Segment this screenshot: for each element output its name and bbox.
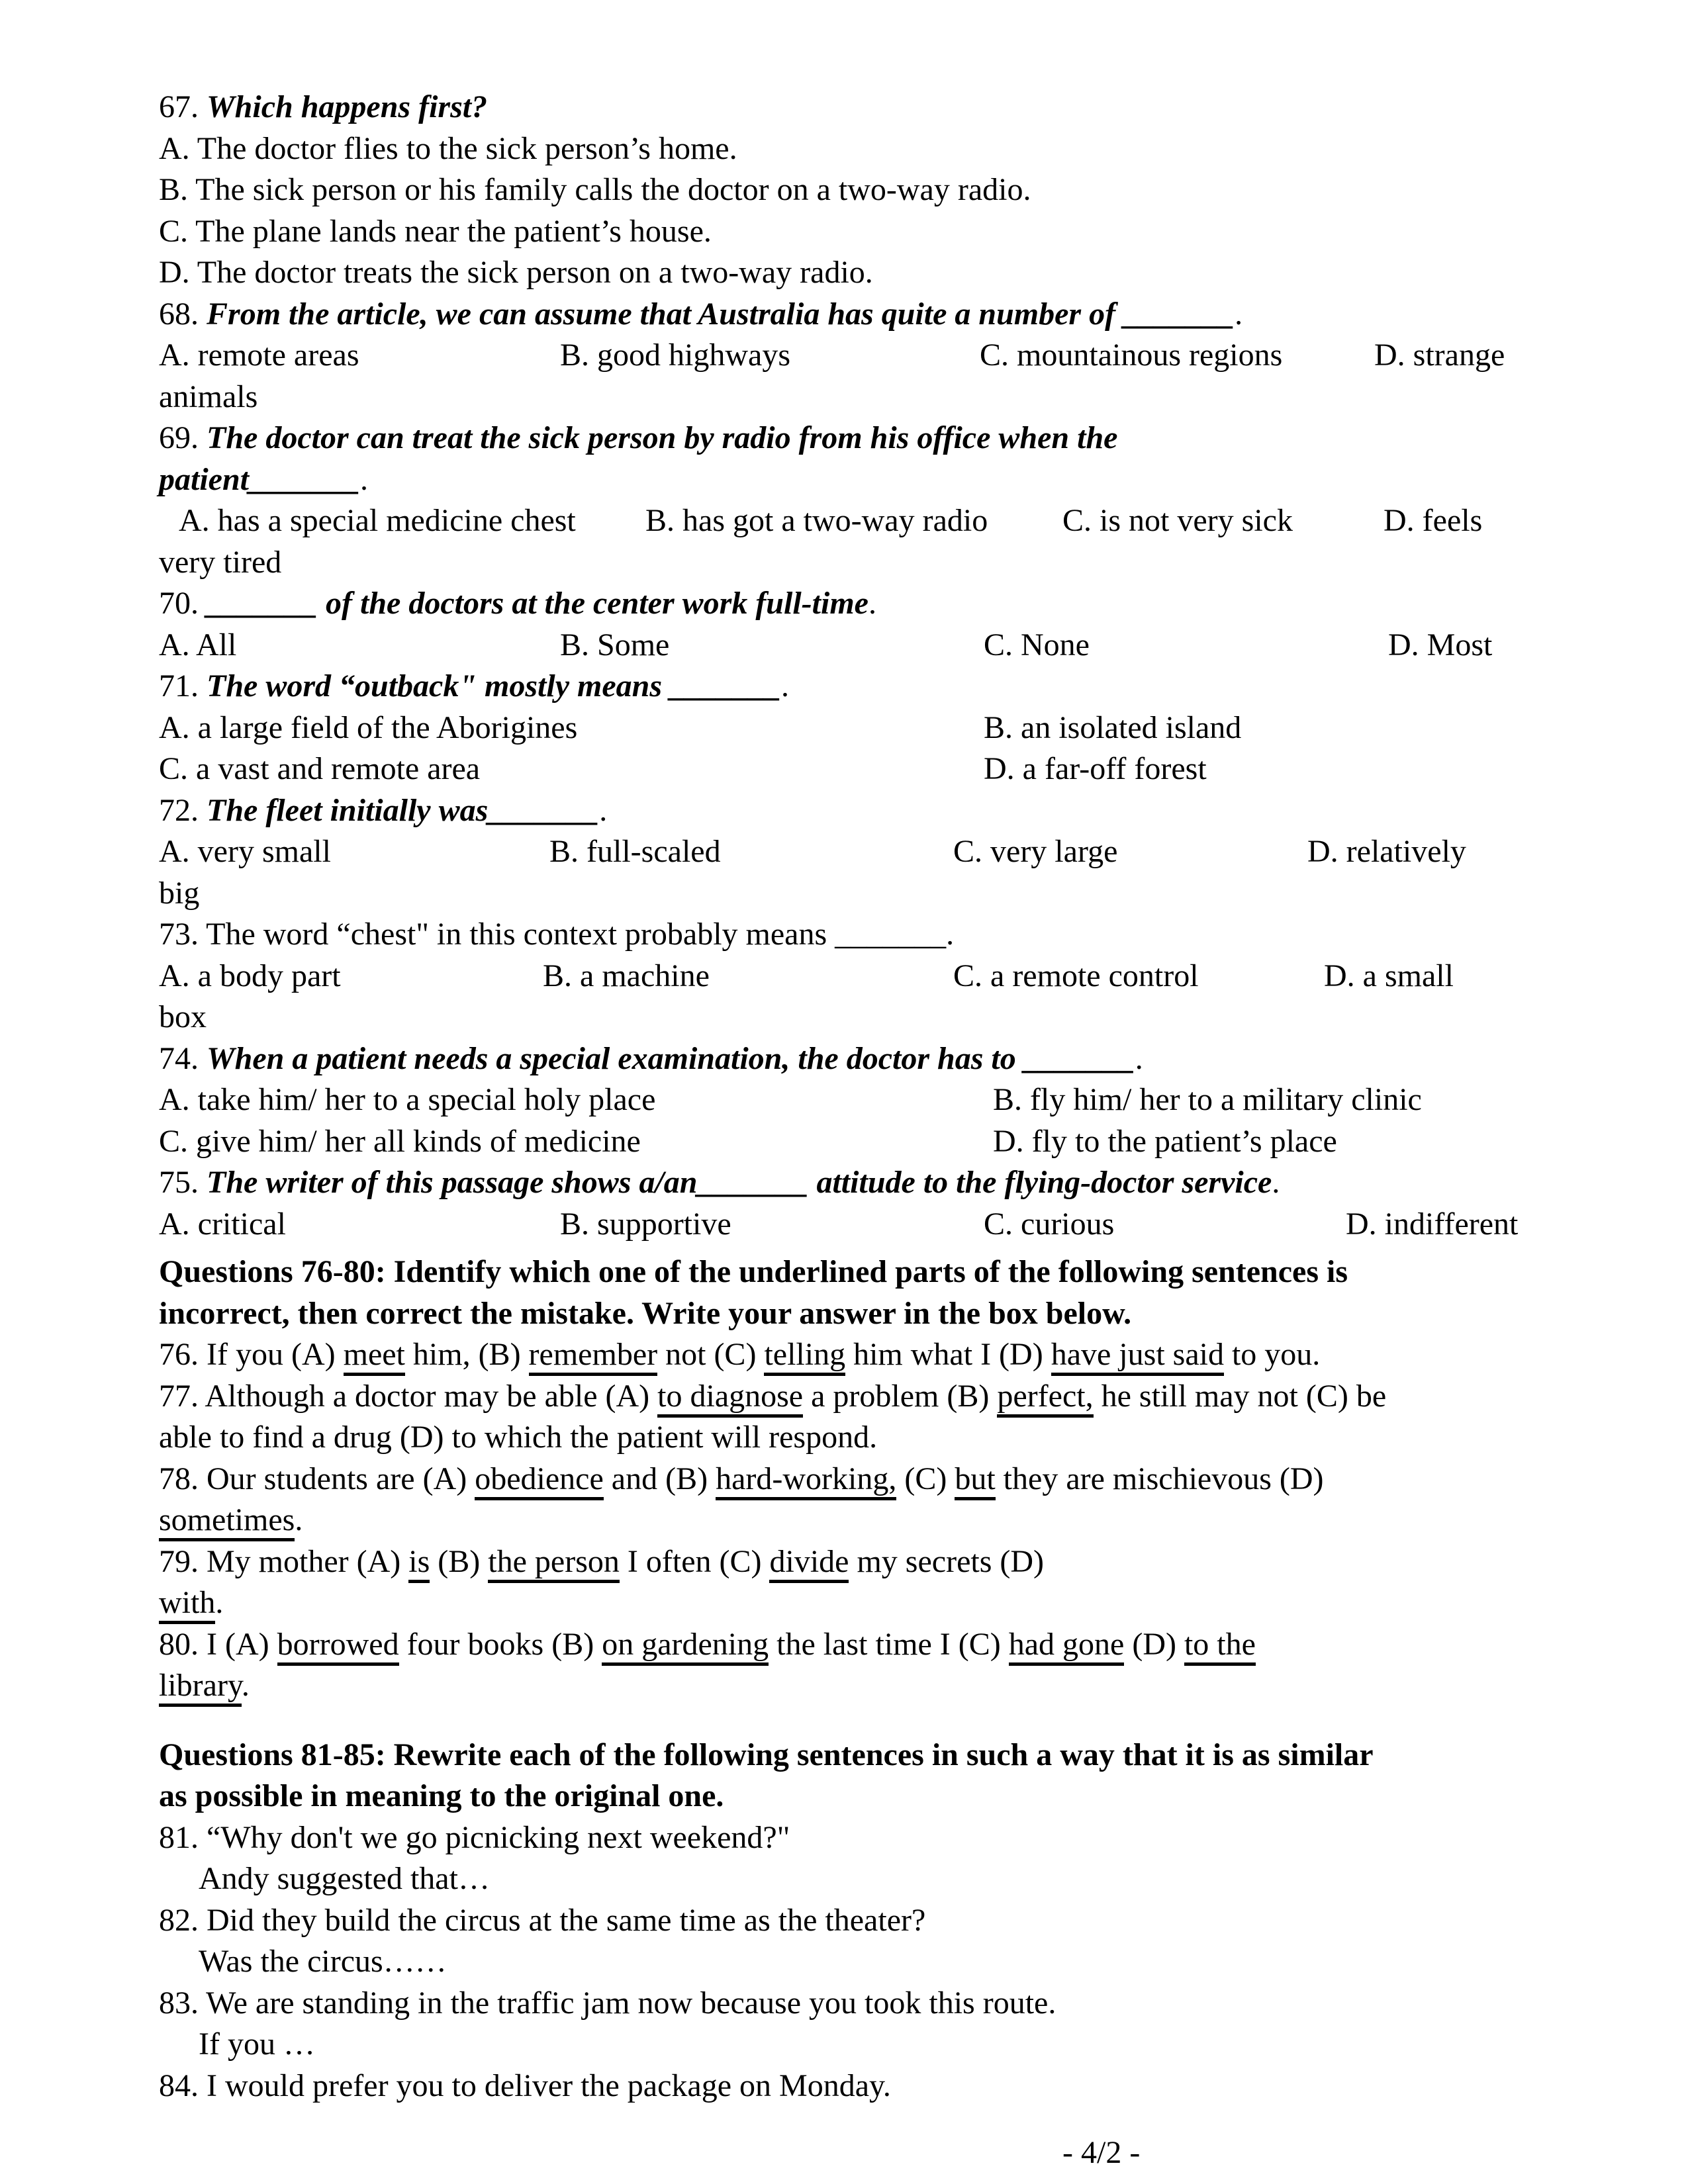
text-segment: The word “outback" mostly means _______ (207, 668, 782, 704)
text-segment: have just said (1051, 1337, 1224, 1376)
text-segment: box (159, 999, 207, 1034)
text-segment: Andy suggested that… (199, 1861, 490, 1896)
section-76-80-header-line1 (159, 1251, 1536, 1293)
text-segment: obedience (475, 1461, 604, 1500)
text-segment: patient_______ (159, 461, 361, 497)
q67-stem (159, 87, 1536, 128)
text-segment: . (215, 1585, 224, 1620)
q71-options-row-cd (159, 749, 1536, 790)
answer-option: A. critical (159, 1206, 286, 1242)
q69-options-row (159, 500, 1536, 542)
q83-rewrite-prompt (159, 2024, 1536, 2066)
text-segment: 69. (159, 420, 207, 455)
text-segment: . (1235, 296, 1243, 332)
q78-sentence-line1 (159, 1459, 1536, 1500)
q81-rewrite-prompt (159, 1858, 1536, 1900)
q82-sentence (159, 1900, 1536, 1942)
text-segment: 82. Did they build the circus at the same time as the theater? (159, 1902, 926, 1938)
q70-options-row (159, 625, 1536, 666)
text-segment: hard-working, (716, 1461, 896, 1500)
answer-option: D. fly to the patient’s place (993, 1123, 1337, 1159)
answer-option: C. a remote control (953, 958, 1199, 993)
text-segment: he still may not (C) be (1093, 1378, 1387, 1414)
text-segment: very tired (159, 544, 282, 580)
text-segment: . (868, 586, 876, 621)
text-segment: to you. (1223, 1337, 1321, 1372)
text-segment: 67. (159, 89, 207, 124)
q73-options-row (159, 956, 1536, 997)
answer-option: C. a vast and remote area (159, 751, 481, 786)
text-segment: 77. Although a doctor may be able (A) (159, 1378, 658, 1414)
q72-stem (159, 790, 1536, 832)
q78-sentence-line2 (159, 1500, 1536, 1541)
q72-option-d-wrap (159, 873, 1536, 915)
answer-option: D. feels (1383, 503, 1483, 538)
q69-stem (159, 418, 1536, 459)
text-segment: A. The doctor flies to the sick person’s home. (159, 130, 737, 166)
answer-option: C. mountainous regions (980, 338, 1283, 373)
answer-option: D. a far-off forest (984, 751, 1207, 786)
text-segment: 80. I (A) (159, 1626, 277, 1662)
text-segment: 75. (159, 1165, 207, 1200)
text-segment: animals (159, 379, 258, 414)
text-segment: 76. If you (A) (159, 1337, 344, 1372)
answer-option: C. very large (953, 834, 1118, 869)
text-segment: is (408, 1544, 430, 1583)
q73-option-d-wrap (159, 997, 1536, 1038)
exam-text-body (159, 87, 1536, 2107)
text-segment: able to find a drug (D) to which the patient will respond. (159, 1420, 878, 1455)
answer-option: C. curious (984, 1206, 1115, 1242)
answer-option: C. give him/ her all kinds of medicine (159, 1123, 641, 1159)
text-segment: 70. (159, 586, 207, 621)
text-segment: big (159, 875, 200, 911)
text-segment: with (159, 1585, 215, 1624)
answer-option: B. a machine (543, 958, 710, 993)
text-segment: telling (764, 1337, 845, 1376)
text-segment: If you … (199, 2026, 315, 2062)
q74-options-row-cd (159, 1121, 1536, 1163)
text-segment: . (1272, 1165, 1280, 1200)
questions-67-75 (159, 87, 1536, 1245)
text-segment: as possible in meaning to the original one. (159, 1778, 724, 1813)
q83-sentence (159, 1983, 1536, 2025)
text-segment: . (360, 461, 369, 497)
text-segment: the person (488, 1544, 620, 1583)
text-segment: divide (769, 1544, 849, 1583)
answer-option: B. an isolated island (984, 709, 1242, 745)
q71-options-row-ab (159, 707, 1536, 749)
text-segment: The doctor can treat the sick person by radio from his office when the (207, 420, 1118, 455)
text-segment: (D) (1124, 1626, 1184, 1662)
q80-sentence-line1 (159, 1624, 1536, 1666)
text-segment: 73. The word “chest" in this context probably means _______. (159, 917, 955, 952)
text-segment: Questions 76-80: Identify which one of the underlined parts of the following sentences is (159, 1254, 1348, 1289)
text-segment: 79. My mother (A) (159, 1543, 409, 1579)
q80-sentence-line2 (159, 1665, 1536, 1707)
answer-option: B. fly him/ her to a military clinic (993, 1082, 1422, 1117)
q71-stem (159, 666, 1536, 707)
q79-sentence-line1 (159, 1541, 1536, 1583)
q69-stem-wrap (159, 459, 1536, 501)
answer-option: C. None (984, 627, 1090, 662)
text-segment: . (241, 1668, 250, 1703)
q69-option-d-wrap (159, 542, 1536, 584)
section-76-80-header-line2 (159, 1293, 1536, 1335)
text-segment: (B) (430, 1543, 489, 1579)
answer-option: D. indifferent (1346, 1206, 1519, 1242)
q68-option-d-wrap (159, 377, 1536, 418)
text-segment: 74. (159, 1040, 207, 1076)
text-segment: I often (C) (619, 1543, 770, 1579)
questions-81-85 (159, 1735, 1536, 2107)
answer-option: B. has got a two-way radio (645, 503, 988, 538)
text-segment: The fleet initially was_______ (207, 792, 600, 828)
text-segment: Was the circus…… (199, 1944, 447, 1979)
q68-options-row (159, 335, 1536, 377)
answer-option: B. good highways (560, 338, 790, 373)
text-segment: 84. I would prefer you to deliver the package on Monday. (159, 2068, 891, 2103)
q82-rewrite-prompt (159, 1941, 1536, 1983)
text-segment: had gone (1009, 1627, 1125, 1666)
text-segment: library (159, 1668, 242, 1707)
section-81-85-header-line2 (159, 1776, 1536, 1817)
questions-76-80 (159, 1251, 1536, 1707)
text-segment: B. The sick person or his family calls the doctor on a two-way radio. (159, 172, 1031, 207)
text-segment: four books (B) (399, 1626, 602, 1662)
text-segment: my secrets (D) (849, 1543, 1045, 1579)
text-segment: D. The doctor treats the sick person on a two-way radio. (159, 255, 873, 290)
text-segment: . (1135, 1040, 1143, 1076)
text-segment: . (781, 668, 790, 704)
text-segment: to the (1184, 1627, 1256, 1666)
q79-sentence-line2 (159, 1582, 1536, 1624)
text-segment: they are mischievous (D) (995, 1461, 1324, 1496)
answer-option: A. All (159, 627, 237, 662)
text-segment: a problem (B) (803, 1378, 998, 1414)
q77-sentence-line2 (159, 1417, 1536, 1459)
text-segment: From the article, we can assume that Australia has quite a number of _______ (207, 296, 1235, 332)
text-segment: remember (529, 1337, 658, 1376)
q72-options-row (159, 831, 1536, 873)
text-segment: to diagnose (657, 1379, 803, 1418)
answer-option: C. is not very sick (1062, 503, 1293, 538)
q77-sentence-line1 (159, 1376, 1536, 1418)
answer-option: A. remote areas (159, 338, 359, 373)
answer-option: A. a body part (159, 958, 341, 993)
text-segment: 71. (159, 668, 207, 704)
q73-stem (159, 914, 1536, 956)
answer-option: A. take him/ her to a special holy place (159, 1082, 656, 1117)
q67-option-b (159, 169, 1536, 211)
q67-option-d (159, 252, 1536, 294)
q70-stem (159, 583, 1536, 625)
text-segment: 72. (159, 792, 207, 828)
text-segment: sometimes (159, 1502, 295, 1541)
q75-stem (159, 1162, 1536, 1204)
text-segment: 83. We are standing in the traffic jam now because you took this route. (159, 1985, 1056, 2021)
answer-option: B. full-scaled (549, 834, 721, 869)
text-segment: . (599, 792, 608, 828)
answer-option: D. Most (1388, 627, 1493, 662)
answer-option: B. Some (560, 627, 670, 662)
text-segment: the last time I (C) (769, 1626, 1009, 1662)
q84-sentence (159, 2066, 1536, 2107)
q67-option-a (159, 128, 1536, 170)
q75-options-row (159, 1204, 1536, 1246)
q81-sentence (159, 1817, 1536, 1859)
text-segment: The writer of this passage shows a/an_______ attitude to the flying-doctor service (207, 1165, 1272, 1200)
q74-options-row-ab (159, 1079, 1536, 1121)
text-segment: . (295, 1502, 303, 1537)
text-segment: him, (B) (404, 1337, 529, 1372)
text-segment: 78. Our students are (A) (159, 1461, 475, 1496)
text-segment: meet (344, 1337, 405, 1376)
answer-option: B. supportive (560, 1206, 731, 1242)
text-segment: perfect, (997, 1379, 1093, 1418)
text-segment: incorrect, then correct the mistake. Write your answer in the box below. (159, 1295, 1132, 1331)
answer-option: D. a small (1324, 958, 1454, 993)
answer-option: A. has a special medicine chest (179, 503, 576, 538)
text-segment: Which happens first? (207, 89, 488, 124)
section-81-85-header-line1 (159, 1735, 1536, 1776)
q74-stem (159, 1038, 1536, 1080)
text-segment: but (955, 1461, 995, 1500)
text-segment: _______ of the doctors at the center work full-time (207, 586, 868, 621)
q68-stem (159, 294, 1536, 336)
q67-option-c (159, 211, 1536, 253)
text-segment: borrowed (277, 1627, 399, 1666)
text-segment: 68. (159, 296, 207, 332)
answer-option: D. relatively (1307, 834, 1466, 869)
text-segment: 81. “Why don't we go picnicking next weekend?" (159, 1819, 790, 1855)
answer-option: D. strange (1374, 338, 1505, 373)
q76-sentence (159, 1334, 1536, 1376)
page-number: - 4/2 - (1062, 2135, 1141, 2170)
text-segment: on gardening (602, 1627, 769, 1666)
text-segment: Questions 81-85: Rewrite each of the following sentences in such a way that it is as similar (159, 1737, 1374, 1772)
answer-option: A. very small (159, 834, 331, 869)
text-segment: him what I (D) (845, 1337, 1051, 1372)
text-segment: C. The plane lands near the patient’s house. (159, 213, 712, 249)
text-segment: not (C) (657, 1337, 765, 1372)
text-segment: and (B) (603, 1461, 716, 1496)
answer-option: A. a large field of the Aborigines (159, 709, 578, 745)
text-segment: When a patient needs a special examination, the doctor has to _______ (207, 1040, 1135, 1076)
text-segment: (C) (896, 1461, 955, 1496)
